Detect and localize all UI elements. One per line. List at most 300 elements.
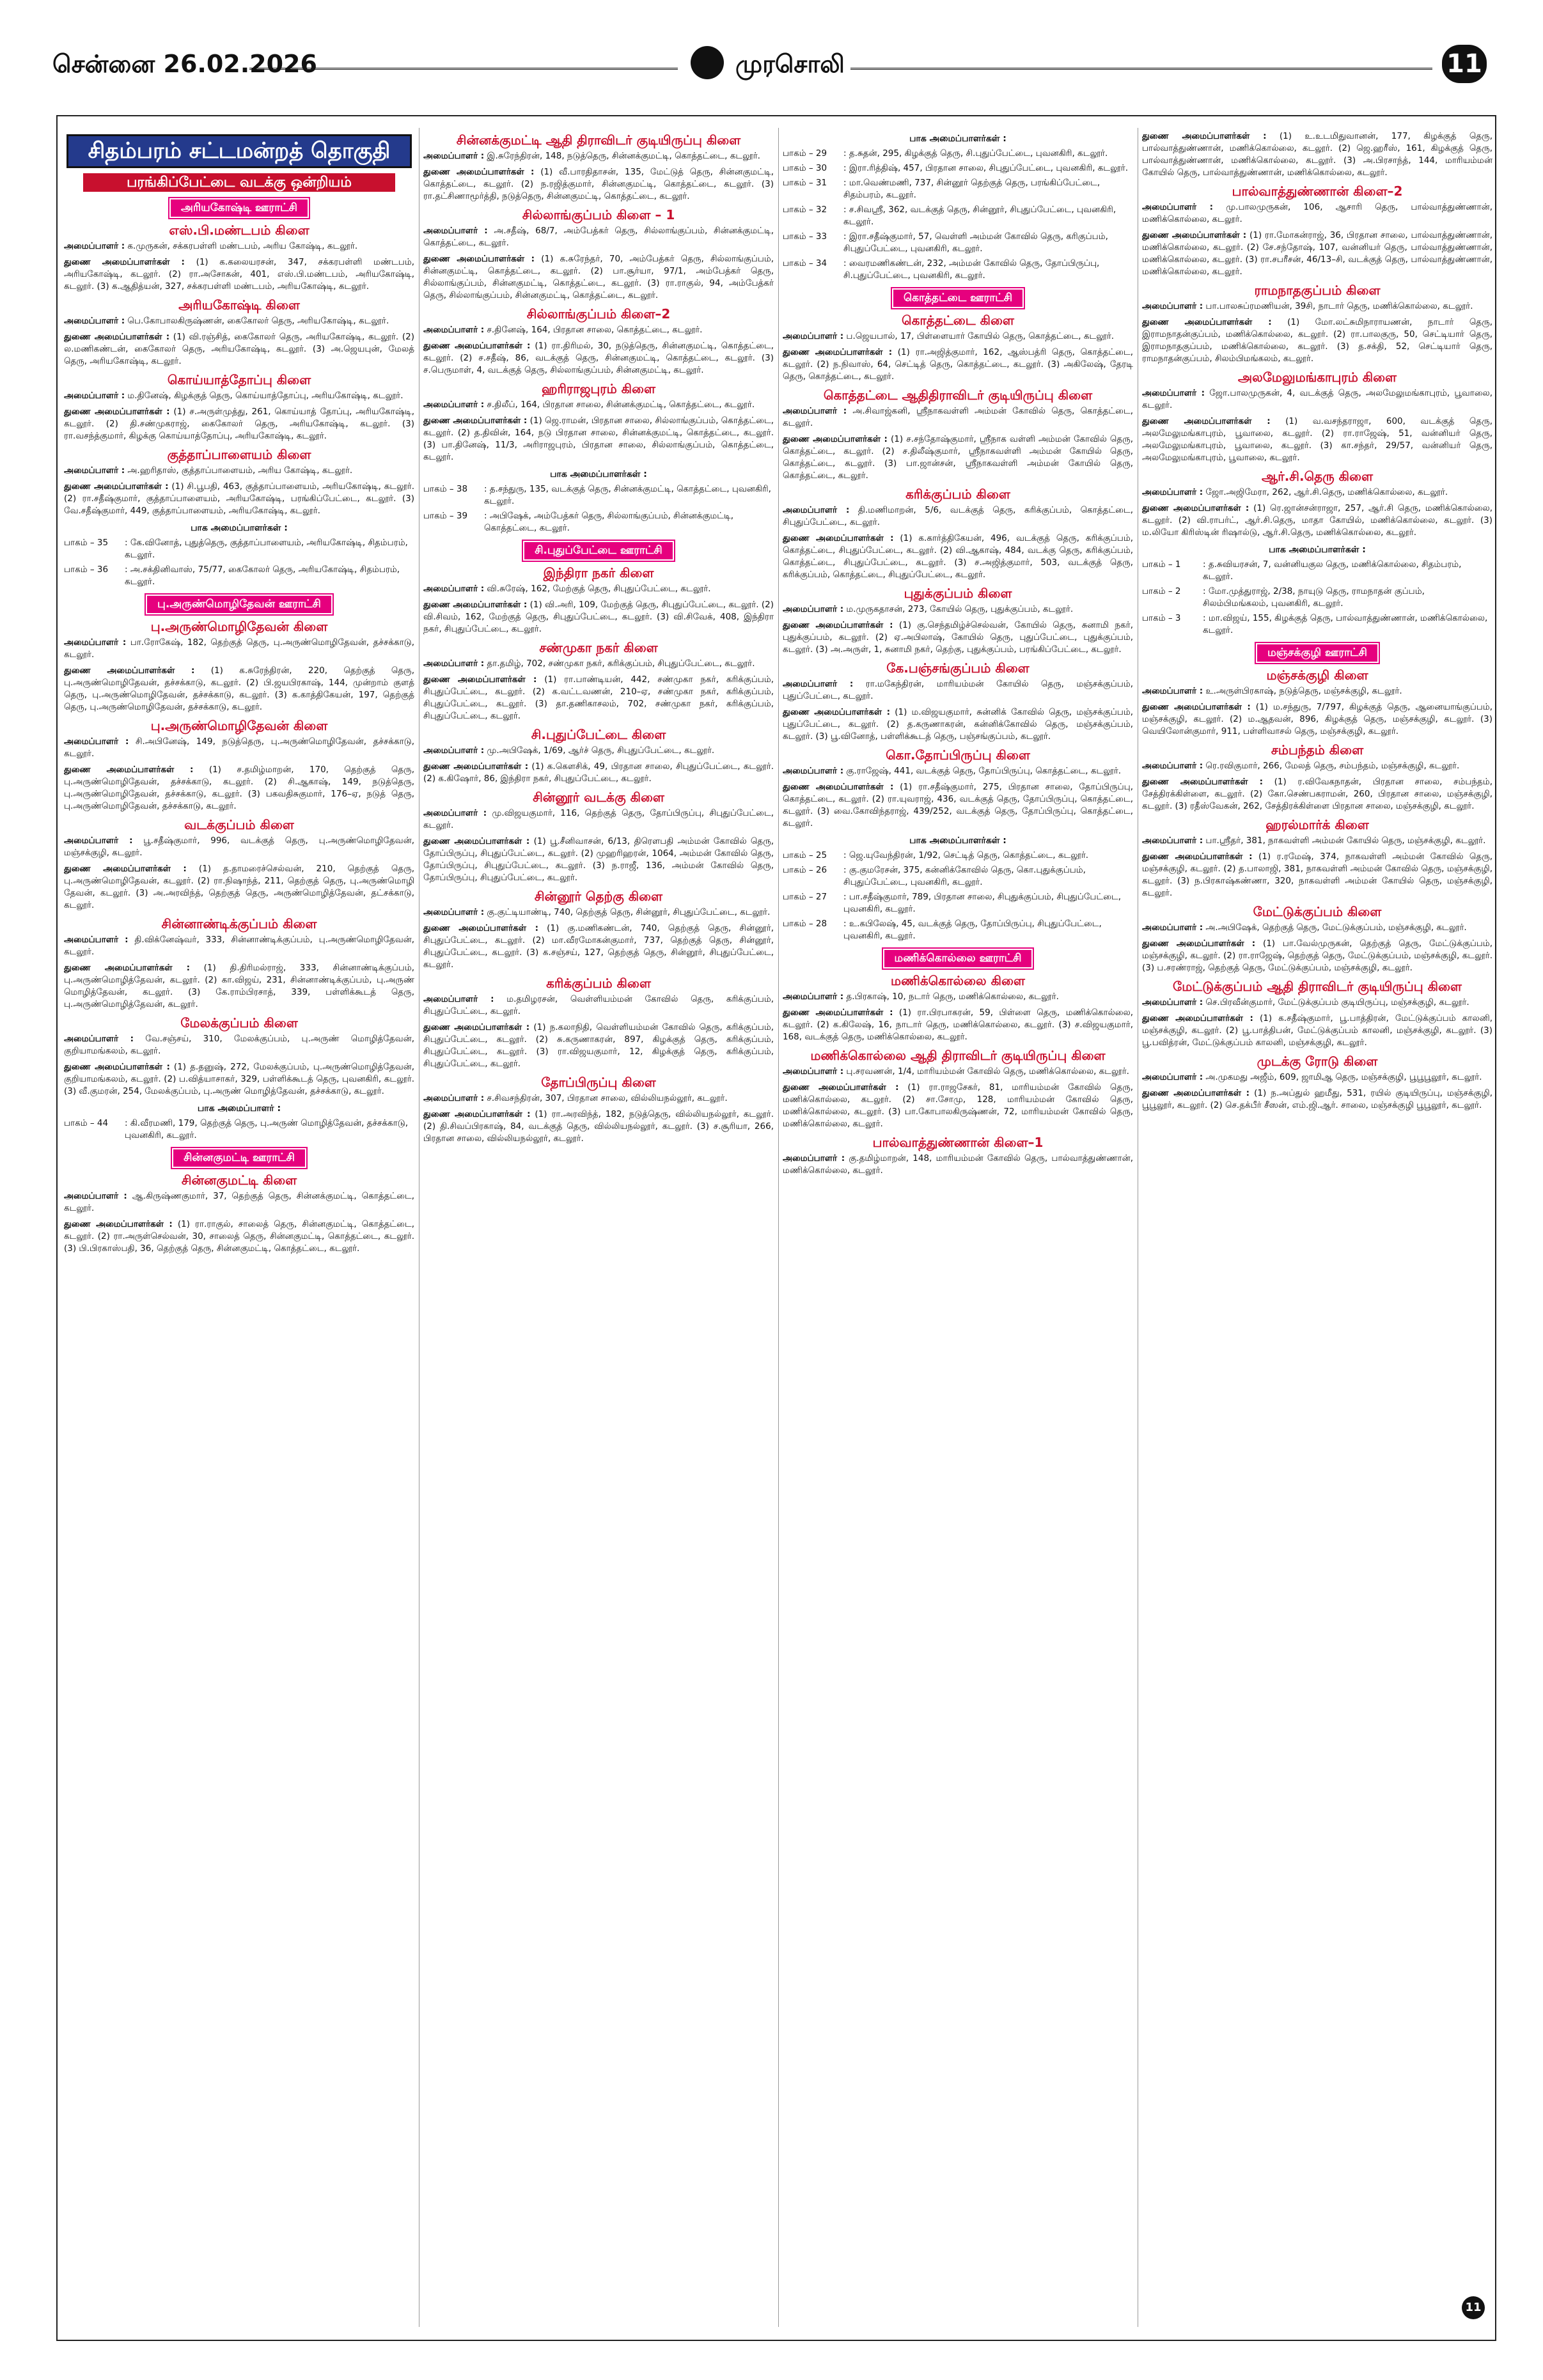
entry-text: (1) வி.அரி, 109, மேற்குத் தெரு, சிபுதுப்பேட்டை, கடலூர். (2) வி.சிவம், 162, மேற்குத் தெரு, சிபுதுப்பேட்டை, கடலூர். (3) வி.சிவேக், 408, இந்திரா நகர், சிபுதுப்பேட்டை, கடலூர். [423, 600, 774, 634]
member-entry [783, 1082, 1133, 1130]
entry-label: துணை அமைப்பாளர்கள் : [423, 1022, 530, 1032]
branch-heading: கொத்தட்டை கிளை [902, 313, 1014, 328]
booth-row [783, 258, 1133, 282]
entry-label: துணை அமைப்பாளர்கள் : [423, 341, 531, 351]
entry-text: ம.முருகதாசன், 273, கோயில் தெரு, புதுக்குப்பம், கடலூர். [843, 604, 1074, 614]
booth-text: : பா.சதீஷ்குமார், 789, பிரதான சாலை, சிபுதுக்குப்பம், சிபுதுப்பேட்டை, புவனகிரி, கடலூர். [843, 892, 1122, 914]
entry-label: துணை அமைப்பாளர்கள் : [1142, 702, 1251, 712]
booth-number: பாகம் – 38 [423, 484, 468, 494]
member-entry [423, 906, 774, 919]
entry-text: செ.பிரவீன்குமார், மேட்டுக்குப்பம் குடியிருப்பு, மஞ்சக்குழி, கடலூர். [1203, 997, 1469, 1007]
panchayat-heading: சின்னகுமட்டி ஊராட்சி [172, 1148, 306, 1168]
entry-text: (1) ர.ரமேஷ், 374, நாகவள்ளி அம்மன் கோவில் தெரு, மஞ்சக்குழி, கடலூர். (2) த.பாலாஜி, 381, நாகவள்ளி அம்மன் கோவில் தெரு, மஞ்சக்குழி, கடலூர். (3) ந.பிரகாஷ்கண்ணா, 320, நாகவள்ளி அம்மன் கோயில் தெரு, மஞ்சக்குழி, கடலூர். [1142, 852, 1492, 898]
member-entry [423, 253, 774, 302]
booth-text: : உ.கபிலேஷ், 45, வடக்குத் தெரு, தோப்பிருப்பு, சிபுதுப்பேட்டை, புவனகிரி, கடலூர். [843, 919, 1102, 941]
member-entry [64, 331, 414, 368]
branch-heading: இந்திரா நகர் கிளை [543, 565, 654, 580]
entry-text: (1) சி.பூபதி, 463, குத்தாப்பாளையம், அரியகோஷ்டி, கடலூர். (2) ரா.சதீஷ்குமார், குத்தாப்பாளையம், அரியகோஷ்டி, பரங்கிப்பேட்டை, கடலூர். (3) வே.சதீஷ்குமார், 449, குத்தாப்பாளையம், அரியகோஷ்டி, கடலூர். [64, 481, 414, 516]
member-entry [64, 934, 414, 958]
entry-text: ம.தமிழரசன், வெள்ளியம்மன் கோவில் தெரு, கரிக்குப்பம், சிபுதுப்பேட்டை, கடலூர். [423, 994, 774, 1016]
entry-text: மு.அபிஷேக், 1/69, ஆர்ச் தெரு, சிபுதுப்பேட்டை, கடலூர். [484, 745, 715, 756]
branch-heading: சின்னகுமட்டி கிளை [181, 1172, 297, 1188]
member-entry [1142, 760, 1492, 772]
member-entry [1142, 1071, 1492, 1084]
member-entry [423, 340, 774, 377]
member-entry [1142, 486, 1492, 499]
member-entry [64, 835, 414, 859]
entry-label: அமைப்பாளர் : [1142, 1072, 1203, 1082]
entry-label: துணை அமைப்பாளர்கள் : [64, 481, 169, 492]
member-entry [783, 1066, 1133, 1078]
branch-heading: ஆர்.சி.தெரு கிளை [1261, 469, 1374, 484]
entry-label: துணை அமைப்பாளர்கள் : [64, 1219, 173, 1229]
member-entry [783, 405, 1133, 430]
entry-label: அமைப்பாளர் : [64, 1034, 134, 1044]
entry-label: துணை அமைப்பாளர்கள் : [783, 707, 891, 717]
entry-label: அமைப்பாளர் : [64, 1191, 127, 1201]
entry-label: துணை அமைப்பாளர்கள் : [423, 836, 530, 846]
entry-label: அமைப்பாளர் : [423, 584, 485, 594]
member-entry [783, 1153, 1133, 1177]
entry-label: துணை அமைப்பாளர்கள் : [1142, 131, 1267, 141]
panchayat-heading: மஞ்சக்குழி ஊராட்சி [1256, 643, 1379, 663]
entry-label: அமைப்பாளர் : [64, 391, 125, 401]
booth-row [783, 231, 1133, 255]
member-entry [64, 240, 414, 253]
entry-label: அமைப்பாளர் : [783, 1066, 844, 1077]
member-entry [64, 764, 414, 813]
entry-label: அமைப்பாளர் : [423, 226, 488, 236]
entry-text: அ.சிவாஜ்கனி, ஸ்ரீநாகவள்ளி அம்மன் கோவில் தெரு, கொத்தட்டை, கடலூர். [783, 406, 1133, 428]
entry-text: ச.தினேஷ், 164, பிரதான சாலை, கொத்தட்டை, கடலூர். [484, 325, 703, 335]
entry-label: அமைப்பாளர் : [783, 604, 844, 614]
entry-text: பெ.கோபாலகிருஷ்ணன், கைகோலர் தெரு, அரியகோஷ்டி, கடலூர். [125, 316, 389, 326]
entry-text: சி.அபினேஷ், 149, நடுத்தெரு, பு.அருண்மொழிதேவன், தச்சக்காடு, கடலூர். [64, 736, 414, 759]
entry-label: அமைப்பாளர் : [423, 745, 485, 756]
entry-label: துணை அமைப்பாளர்கள் : [1142, 416, 1271, 426]
entry-text: (1) ச.அருள்முத்து, 261, கொய்யாத் தோப்பு, அரியகோஷ்டி, கடலூர். (2) தி.சண்முகராஜ், கைகோலர் தெரு, அரியகோஷ்டி, கடலூர். (3) ரா.வசந்த்குமார், கிழக்கு கொய்யாத்தோப்பு, அரியகோஷ்டி, கடலூர். [64, 407, 414, 441]
entry-label: அமைப்பாளர் : [1142, 761, 1203, 771]
entry-text: தி.விக்னேஷ்வர், 333, சின்னாண்டிக்குப்பம், பு.அருண்மொழிதேவன், கடலூர். [64, 935, 414, 957]
entry-text: அ.முகமது அஜீம், 609, ஜாமிஆ தெரு, மஞ்சக்குழி, பூபூபூலூர், கடலூர். [1203, 1072, 1482, 1082]
entry-label: அமைப்பாளர் : [64, 836, 133, 846]
entry-text: ஆ.கிருஷ்ணகுமார், 37, தெற்குத் தெரு, சின்னக்குமட்டி, கொத்தட்டை, கடலூர். [64, 1191, 414, 1213]
branch-heading: சி.புதுப்பேட்டை கிளை [531, 727, 666, 742]
entry-text: (1) கு.மணிகண்டன், 740, தெற்குத் தெரு, சின்னூர், சிபுதுப்பேட்டை, கடலூர். (2) மா.வீரமோகன்குமார், 737, தெற்குத் தெரு, சின்னூர், சிபுதுப்பேட்டை, கடலூர். (3) க.சஞ்சய், 127, தெற்குத் தெரு, சின்னூர், சிபுதுப்பேட்டை, கடலூர். [423, 923, 774, 970]
branch-heading: அலமேலுமங்காபுரம் கிளை [1237, 369, 1397, 385]
entry-label: துணை அமைப்பாளர்கள் : [1142, 938, 1256, 949]
entry-text: (1) ந.கலாநிதி, வெள்ளியம்மன் கோவில் தெரு, கரிக்குப்பம், சிபுதுப்பேட்டை, கடலூர். (2) சு.கருணாகரன், 897, கிழக்குத் தெரு, கரிக்குப்பம், சிபுதுப்பேட்டை, கடலூர். (3) ரா.விஜயகுமார், 12, கிழக்குத் தெரு, கரிக்குப்பம், சிபுதுப்பேட்டை, கடலூர். [423, 1022, 774, 1069]
member-entry [423, 415, 774, 463]
footer-page-number: 11 [1462, 2296, 1485, 2319]
entry-label: துணை அமைப்பாளர்கள் : [1142, 1013, 1253, 1023]
entry-label: துணை அமைப்பாளர்கள் : [423, 167, 535, 177]
member-entry [783, 346, 1133, 383]
entry-label: துணை அமைப்பாளர்கள் : [423, 923, 538, 933]
branch-heading: சில்லாங்குப்பம் கிளை–2 [526, 306, 671, 322]
member-entry [64, 962, 414, 1011]
entry-text: (1) பா.வேல்முருகன், தெற்குத் தெரு, மேட்டுக்குப்பம், மஞ்சக்குழி, கடலூர். (2) ரா.ராஜேஷ், தெற்குத் தெரு, மேட்டுக்குப்பம், மஞ்சக்குழி, கடலூர். (3) ப.சரண்ராஜ், தெற்குத் தெரு, மேட்டுக்குப்பம், மஞ்சக்குழி, கடலூர். [1142, 938, 1492, 973]
booth-number: பாகம் – 39 [423, 511, 468, 521]
entry-label: துணை அமைப்பாளர்கள் : [423, 674, 537, 685]
header-rule-right [850, 68, 1432, 70]
entry-label: துணை அமைப்பாளர்கள் : [783, 1007, 893, 1018]
member-entry [783, 1007, 1133, 1043]
member-entry [64, 665, 414, 713]
entry-text: கு.குட்டியாண்டி, 740, தெற்குத் தெரு, சின்னூர், சிபுதுப்பேட்டை, கடலூர். [484, 907, 771, 917]
entry-label: அமைப்பாளர் : [64, 241, 125, 251]
entry-label: துணை அமைப்பாளர்கள் : [64, 407, 170, 417]
entry-label: துணை அமைப்பாளர்கள் : [64, 1062, 170, 1072]
entry-label: அமைப்பாளர் : [783, 406, 847, 416]
entry-text: பா.ரோகேஷ், 182, தெற்குத் தெரு, பு.அருண்மொழிதேவன், தச்சக்காடு, கடலூர். [64, 637, 414, 660]
entry-text: கு.தமிழ்மாறன், 148, மாரியம்மன் கோவில் தெரு, பால்வாத்துண்ணான், மணிக்கொல்லை, கடலூர். [783, 1153, 1133, 1176]
booth-row [1142, 612, 1492, 637]
member-entry [1142, 387, 1492, 412]
entry-label: அமைப்பாளர் : [1142, 686, 1203, 696]
entry-text: (1) ரா.மோகன்ராஜ், 36, பிரதான சாலை, பால்வாத்துண்ணான், மணிக்கொல்லை, கடலூர். (2) சே.சந்தோஷ், 107, வன்னியர் தெரு, பால்வாத்துண்ணான், மணிக்கொல்லை, கடலூர். (3) ரா.சபரீசன், 46/13–சி, வடக்குத் தெரு, பால்வாத்துண்ணான், மணிக்கொல்லை, கடலூர். [1142, 230, 1492, 277]
entry-label: துணை அமைப்பாளர்கள் : [783, 620, 893, 630]
entry-label: துணை அமைப்பாளர்கள் : [1142, 777, 1263, 787]
entry-text: ச.சிவசந்திரன், 307, பிரதான சாலை, வில்லியநல்லூர், கடலூர். [484, 1093, 728, 1103]
booth-number: பாகம் – 1 [1142, 559, 1181, 570]
entry-text: ம.தினேஷ், கிழக்குத் தெரு, கொய்யாத்தோப்பு, அரியகோஷ்டி, கடலூர். [125, 391, 403, 401]
entry-label: அமைப்பாளர் : [1142, 487, 1203, 497]
branch-heading: சம்பந்தம் கிளை [1271, 742, 1364, 758]
member-entry [423, 761, 774, 785]
entry-text: ஜோ.பாலமுருகன், 4, வடக்குத் தெரு, அலமேலுமங்காபுரம், பூவாலை, கடலூர். [1142, 388, 1492, 410]
entry-label: துணை அமைப்பாளர்கள் : [423, 1109, 531, 1119]
entry-text: அ.ஹரிதாஸ், குத்தாப்பாளையம், அரிய கோஷ்டி, கடலூர். [125, 465, 353, 476]
entry-text: (1) ந.அப்துல் ஹமீது, 531, ரயில் குடியிருப்பு, மஞ்சக்குழி, பூபூலூர், கடலூர். (2) செ.தக்பீர் சீஸன், எம்.ஜி.ஆர். சாலை, மஞ்சக்குழி பூபூலூர், கடலூர். [1142, 1088, 1492, 1110]
member-entry [783, 706, 1133, 743]
entry-text: (1) ம.சந்துரு, 7/797, கிழக்குத் தெரு, ஆனையாங்குப்பம், மஞ்சக்குழி, கடலூர். (2) ம.ஆதவன், 896, கிழக்குத் தெரு, மஞ்சக்குழி, கடலூர். (3) வெயிலோன்குமார், 911, பள்ளிவாசல் தெரு, மஞ்சக்குழி, கடலூர். [1142, 702, 1492, 736]
entry-label: அமைப்பாளர் : [783, 679, 854, 689]
entry-text: ச.திலீப், 164, பிரதான சாலை, சின்னக்குமட்டி, கொத்தட்டை, கடலூர். [484, 400, 755, 410]
entry-label: அமைப்பாளர் : [423, 658, 485, 669]
union-heading: பரங்கிப்பேட்டை வடக்கு ஒன்றியம் [83, 173, 395, 192]
member-entry [64, 1061, 414, 1098]
booth-number: பாகம் – 2 [1142, 586, 1181, 596]
column-divider [778, 128, 779, 2327]
entry-label: துணை அமைப்பாளர்கள் : [64, 963, 190, 973]
entry-text: தா.தமிழ், 702, சண்முகா நகர், கரிக்குப்பம், சிபுதுப்பேட்டை, கடலூர். [484, 658, 755, 669]
masthead [38, 45, 1509, 96]
member-entry [783, 433, 1133, 482]
booth-row [783, 918, 1133, 942]
member-entry [423, 807, 774, 832]
entry-label: துணை அமைப்பாளர்கள் : [783, 1082, 899, 1093]
member-entry [64, 1033, 414, 1057]
paper-logo-icon [691, 46, 724, 79]
member-entry [1142, 997, 1492, 1009]
entry-label: அமைப்பாளர் : [64, 465, 125, 476]
booth-row [783, 162, 1133, 175]
booth-row [783, 204, 1133, 228]
entry-text: (1) க.சுரேந்தர், 70, அம்பேத்கர் தெரு, சில்லாங்குப்பம், சின்னகுமட்டி, கொத்தட்டை, கடலூர். (2) பா.சூர்யா, 97/1, அம்பேத்கர் தெரு, சில்லாங்குப்பம், சின்னகுமட்டி, கொத்தட்டை, கடலூர். (3) ரா.ராகுல், 94, அம்பேத்கர் தெரு, சில்லாங்குப்பம், சின்னகுமட்டி, கொத்தட்டை, கடலூர். [423, 254, 774, 300]
member-entry [423, 674, 774, 722]
entry-text: (1) ரா.அஜித்குமார், 162, ஆஸ்பத்ரி தெரு, கொத்தட்டை, கடலூர். (2) ந.நிவாஸ், 64, செட்டித் தெரு, கொத்தட்டை, கடலூர். (3) அகிலேஷ், தேரடி தெரு, கொத்தட்டை, கடலூர். [783, 347, 1133, 382]
booth-text: : த.சந்துரு, 135, வடக்குத் தெரு, சின்னக்குமட்டி, கொத்தட்டை, புவனகிரி, கடலூர். [484, 484, 771, 506]
member-entry [783, 533, 1133, 581]
member-entry [64, 406, 414, 442]
branch-heading: பு.அருண்மொழிதேவன் கிளை [150, 619, 328, 634]
booth-number: பாகம் – 28 [783, 919, 827, 929]
branch-heading: சண்முகா நகர் கிளை [539, 640, 658, 655]
member-entry [423, 399, 774, 411]
member-entry [1142, 316, 1492, 365]
entry-text: அ.சதீஷ், 68/7, அம்பேத்கர் தெரு, சில்லாங்குப்பம், சின்னக்குமட்டி, கொத்தட்டை, கடலூர். [423, 226, 774, 248]
member-entry [1142, 851, 1492, 899]
entry-label: அமைப்பாளர் : [423, 400, 485, 410]
entry-text: ப.ஜெயபால், 17, பிள்ளையார் கோயில் தெரு, கொத்தட்டை, கடலூர். [843, 331, 1115, 341]
member-entry [64, 1190, 414, 1215]
page-number-badge: 11 [1442, 45, 1487, 83]
member-entry [1142, 701, 1492, 738]
booth-text: : வைரமணிகண்டன், 232, அம்மன் கோவில் தெரு, தோப்பிருப்பு, சி.புதுப்பேட்டை, புவனகிரி, கடலூர். [843, 258, 1100, 281]
branch-heading: கொய்யாத்தோப்பு கிளை [167, 372, 311, 387]
branch-heading: குத்தாப்பாளையம் கிளை [167, 447, 311, 462]
entry-label: அமைப்பாளர் : [1142, 922, 1203, 933]
entry-text: (1) ரா.பாண்டியன், 442, சண்முகா நகர், கரிக்குப்பம், சிபுதுப்பேட்டை, கடலூர். (2) க.வட்டவணன், 210–ஏ, சண்முகா நகர், கரிக்குப்பம், சிபுதுப்பேட்டை, கடலூர். (3) தா.தணிகாசலம், 702, சண்முகா நகர், கரிக்குப்பம், சிபுதுப்பேட்டை, கடலூர். [423, 674, 774, 721]
member-entry [1142, 1087, 1492, 1112]
entry-text: பா.ஸ்ரீதர், 381, நாகவள்ளி அம்மன் கோயில் தெரு, மஞ்சக்குழி, கடலூர். [1203, 836, 1486, 846]
branch-heading: கொத்தட்டை ஆதிதிராவிடர் குடியிருப்பு கிளை [823, 387, 1093, 403]
booth-row [64, 1117, 414, 1142]
member-entry [423, 166, 774, 203]
branch-heading: ஹரிராஜபுரம் கிளை [542, 381, 655, 396]
entry-text: (1) ரெ.ஜான்சன்ராஜா, 257, ஆர்.சி தெரு, மணிக்கொல்லை, கடலூர். (2) வி.ராபர்ட், ஆர்.சி.தெரு, மாதா கோயில், மணிக்கொல்லை, கடலூர். (3) ம.லியோ கிரிஸ்டின் ரிஷால்டு, ஆர்.சி.தெரு, மணிக்கொல்லை, கடலூர். [1142, 503, 1492, 538]
booth-row [64, 564, 414, 588]
branch-heading: மஞ்சக்குழி கிளை [1266, 667, 1368, 683]
entry-label: அமைப்பாளர் : [1142, 836, 1203, 846]
entry-label: அமைப்பாளர் : [423, 994, 494, 1004]
booth-text: : மா.விஜய், 155, கிழக்குத் தெரு, பால்வாத்துண்ணான், மணிக்கொல்லை, கடலூர். [1203, 613, 1488, 635]
booth-row [783, 148, 1133, 160]
entry-label: அமைப்பாளர் : [423, 151, 485, 161]
entry-text: வி.சுரேஷ், 162, மேற்குத் தெரு, சிபுதுப்பேட்டை, கடலூர். [484, 584, 711, 594]
branch-heading: பு.அருண்மொழிதேவன் கிளை [150, 718, 328, 733]
member-entry [423, 324, 774, 336]
entry-label: துணை அமைப்பாளர்கள் : [64, 765, 194, 775]
booth-number: பாகம் – 26 [783, 865, 827, 875]
entry-text: மு.பாலமுருகன், 106, ஆசாரி தெரு, பால்வாத்துண்ணான், மணிக்கொல்லை, கடலூர். [1142, 202, 1492, 224]
entry-text: (1) ச.தமிழ்மாறன், 170, தெற்குத் தெரு, பு.அருண்மொழிதேவன், தச்சக்காடு, கடலூர். (2) சி.ஆகாஷ், 149, நடுத்தெரு, பு.அருண்மொழிதேவன், தச்சக்காடு, கடலூர். (3) பகவதிசுகுமார், 176–ஏ, நடுத் தெரு, பு.அருண்மொழிதேவன், தச்சக்காடு, கடலூர். [64, 765, 414, 811]
entry-text: (1) க.கௌசிக், 49, பிரதான சாலை, சிபுதுப்பேட்டை, கடலூர். (2) க.கிஷோர், 86, இந்திரா நகர், சிபுதுப்பேட்டை, கடலூர். [423, 761, 774, 784]
booth-heading: பாக அமைப்பாளர்கள் : [1269, 545, 1366, 555]
booth-number: பாகம் – 35 [64, 538, 109, 548]
booth-heading: பாக அமைப்பாளர்கள் : [909, 134, 1006, 144]
member-entry [423, 836, 774, 884]
member-entry [423, 993, 774, 1018]
booth-row [783, 891, 1133, 915]
member-entry [423, 1093, 774, 1105]
member-entry [64, 315, 414, 327]
entry-text: பா.பாலசுப்ரமணியன், 39சி, நாடார் தெரு, மணிக்கொல்லை, கடலூர். [1203, 301, 1473, 311]
branch-heading: வடக்குப்பம் கிளை [184, 817, 294, 832]
booth-text: : இரா.ரித்திஷ், 457, பிரதான சாலை, சிபுதுப்பேட்டை, புவனகிரி, கடலூர். [843, 163, 1129, 173]
entry-text: (1) கு.செந்தமிழ்ச்செல்வன், கோயில் தெரு, சுனாமி நகர், புதுக்குப்பம், கடலூர். (2) ஏ.அபிலாஷ், கோயில் தெரு, புதுப்பேட்டை, புதுக்குப்பம், கடலூர். (3) அ.அருள், 1, சுனாமி நகர், தெற்கு, புதுக்குப்பம், பரங்கிப்பேட்டை, கடலூர். [783, 620, 1133, 655]
entry-text: (1) த.தனுஷ், 272, மேலக்குப்பம், பு.அருண்மொழித்தேவன், குறியாமங்கலம், கடலூர். (2) ப.வித்யாசாகர், 329, பள்ளிக்கூடத் தெரு, புவனகிரி, கடலூர். (3) வீ.குமரன், 254, மேலக்குப்பம், பு.அருண் மொழித்தேவன், தச்சக்காடு, கடலூர். [64, 1062, 414, 1096]
branch-heading: மணிக்கொல்லை ஆதி திராவிடர் குடியிருப்பு கிளை [810, 1048, 1106, 1063]
branch-heading: முடக்கு ரோடு கிளை [1257, 1054, 1378, 1069]
entry-text: (1) க.சதீஷ்குமார், பூ.பாத்திரன், மேட்டுக்குப்பம் காலனி, மஞ்சக்குழி, கடலூர். (2) பூ.பாத்திபன், மேட்டுக்குப்பம் காலனி, மஞ்சக்குழி, கடலூர். (3) பூ.பவித்ரன், மேட்டுக்குப்பம் காலனி, மஞ்சக்குழி, கடலூர். [1142, 1013, 1492, 1048]
entry-label: அமைப்பாளர் : [423, 907, 485, 917]
entry-text: க.முருகன், சக்கரபள்ளி மண்டபம், அரிய கோஷ்டி, கடலூர். [125, 241, 358, 251]
entry-text: த.பிரகாஷ், 10, நடார் தெரு, மணிக்கொல்லை, கடலூர். [843, 992, 1059, 1002]
panchayat-heading: பு.அருண்மொழிதேவன் ஊராட்சி [146, 595, 333, 614]
member-entry [783, 781, 1133, 830]
entry-label: அமைப்பாளர் : [423, 325, 485, 335]
booth-row [423, 510, 774, 534]
column-1 [64, 128, 414, 2327]
entry-label: அமைப்பாளர் : [64, 736, 129, 747]
member-entry [783, 619, 1133, 656]
entry-label: அமைப்பாளர் : [423, 1093, 485, 1103]
entry-text: கு.ராஜேஷ், 441, வடக்குத் தெரு, தோப்பிருப்பு, கொத்தட்டை, கடலூர். [843, 766, 1122, 776]
member-entry [783, 331, 1133, 343]
branch-heading: சின்னூர் வடக்கு கிளை [533, 789, 664, 805]
branch-heading: மேலக்குப்பம் கிளை [180, 1015, 298, 1031]
constituency-title: சிதம்பரம் சட்டமன்றத் தொகுதி [67, 134, 412, 168]
booth-text: : இரா.சதீஷ்குமார், 57, வெள்ளி அம்மன் கோவில் தெரு, கரிகுப்பம், சிபுதுப்பேட்டை, புவனகிரி, கடலூர். [843, 231, 1108, 254]
entry-label: துணை அமைப்பாளர்கள் : [1142, 317, 1272, 327]
booth-number: பாகம் – 27 [783, 892, 827, 902]
member-entry [783, 504, 1133, 529]
member-entry [783, 991, 1133, 1003]
entry-text: (1) மோ.லட்சுமிநாராயணன், நாடார் தெரு, இராமநாதன்குப்பம், மணிக்கொல்லை, கடலூர். (2) ரா.பாலகுரு, 50, செட்டியார் தெரு, இராமநாதகுப்பம், மணிக்கொல்லை, கடலூர். (3) த.சக்தி, 52, செட்டியார் தெரு, ராமநாதன்குப்பம், சிலம்பிமங்கலம், கடலூர். [1142, 317, 1492, 364]
branch-heading: கரிக்குப்பம் கிளை [546, 976, 651, 991]
entry-text: மு.விஜயகுமார், 116, தெற்குத் தெரு, தோப்பிருப்பு, சிபுதுப்பேட்டை, கடலூர். [423, 808, 774, 830]
branch-heading: சின்னாண்டிக்குப்பம் கிளை [161, 916, 317, 931]
member-entry [783, 765, 1133, 777]
entry-text: (1) க.சுரேந்திரன், 220, தெற்குத் தெரு, பு.அருண்மொழிதேவன், தச்சக்காடு, கடலூர். (2) பி.ஜயபிரகாஷ், 144, முன்றாம் குளத் தெரு, பு.அருண்மொழிதேவன், தச்சக்காடு, கடலூர். (3) க.காத்திகேயன், 197, தெற்குத் தெரு, பு.அருண்மொழிதேவன், தச்சக்காடு, கடலூர். [64, 665, 414, 712]
entry-label: துணை அமைப்பாளர்கள் : [64, 332, 170, 342]
column-3 [783, 128, 1133, 2327]
entry-label: துணை அமைப்பாளர்கள் : [783, 434, 888, 444]
paper-name: முரசொலி [735, 50, 845, 78]
branch-heading: மேட்டுக்குப்பம் ஆதி திராவிடர் குடியிருப்பு கிளை [1173, 979, 1462, 994]
panchayat-heading: அரியகோஷ்டி ஊராட்சி [169, 198, 309, 218]
entry-label: துணை அமைப்பாளர்கள் : [1142, 230, 1247, 240]
branch-heading: மேட்டுக்குப்பம் கிளை [1253, 904, 1382, 919]
member-entry [1142, 130, 1492, 179]
entry-label: துணை அமைப்பாளர்கள் : [1142, 852, 1253, 862]
branch-heading: புதுக்குப்பம் கிளை [904, 586, 1012, 601]
member-entry [64, 256, 414, 293]
member-entry [423, 922, 774, 971]
entry-text: ரெ.ரவிகுமார், 266, மேலத் தெரு, சம்பந்தம், மஞ்சக்குழி, கடலூர். [1203, 761, 1460, 771]
member-entry [64, 637, 414, 661]
booth-number: பாகம் – 31 [783, 178, 827, 188]
entry-label: துணை அமைப்பாளர்கள் : [64, 257, 185, 267]
booth-text: : கி.வீரமணி, 179, தெற்குத் தெரு, பு.அருண் மொழித்தேவன், தச்சக்காடு, புவனகிரி, கடலூர். [125, 1118, 409, 1140]
booth-number: பாகம் – 30 [783, 163, 827, 173]
booth-heading: பாக அமைப்பாளர்கள் : [909, 836, 1006, 846]
entry-label: துணை அமைப்பாளர்கள் : [64, 864, 187, 874]
entry-label: அமைப்பாளர் : [1142, 301, 1203, 311]
member-entry [1142, 776, 1492, 813]
booth-text: : கு.குமரேசன், 375, கன்னிக்கோவில் தெரு, கொ.புதுக்குப்பம், சிபுதுப்பேட்டை, புவனகிரி, கடலூர். [843, 865, 1086, 887]
member-entry [1142, 835, 1492, 847]
entry-text: (1) ரா.சதீஷ்குமார், 275, பிரதான சாலை, தோப்பிருப்பு, கொத்தட்டை, கடலூர். (2) ரா.யுவராஜ், 436, வடக்குத் தெரு, தோப்பிருப்பு, கொத்தட்டை, கடலூர். (3) வை.கோவிந்தராஜ், 439/252, வடக்குத் தெரு, தோப்பிருப்பு, கொத்தட்டை, கடலூர். [783, 782, 1133, 828]
booth-text: : கே.வினோத், புதுத்தெரு, குத்தாப்பாளையம், அரியகோஷ்டி, சிதம்பரம், கடலூர். [125, 538, 408, 560]
entry-label: துணை அமைப்பாளர்கள் : [64, 665, 195, 676]
entry-text: (1) க.கலையரசன், 347, சக்கரபள்ளி மண்டபம், அரியகோஷ்டி, கடலூர். (2) ரா.அசோகன், 401, எஸ்.பி.மண்டபம், அரியகோஷ்டி, கடலூர். (3) க.ஆதித்யன், 327, சக்கரபள்ளி மண்டபம், அரியகோஷ்டி, கடலூர். [64, 257, 414, 292]
entry-label: துணை அமைப்பாளர்கள் : [423, 254, 535, 264]
member-entry [64, 1218, 414, 1255]
booth-number: பாகம் – 36 [64, 564, 109, 575]
entry-text: தி.மணிமாறன், 5/6, வடக்குத் தெரு, கரிக்குப்பம், கொத்தட்டை, சிபுதுப்பேட்டை, கடலூர். [783, 505, 1133, 527]
booth-text: : மோ.முத்துராஜ், 2/38, நாயுடு தெரு, ராமநாதன் குப்பம், சிலம்பிமங்கலம், புவனகிரி, கடலூர். [1203, 586, 1425, 609]
booth-number: பாகம் – 25 [783, 850, 827, 860]
booth-text: : மா.வெண்மணி, 737, சின்னூர் தெற்குத் தெரு, பரங்கிப்பேட்டை, சிதம்பரம், கடலூர். [843, 178, 1100, 200]
panchayat-heading: மணிக்கொல்லை ஊராட்சி [883, 949, 1033, 968]
member-entry [423, 1108, 774, 1145]
entry-text: (1) ம.விஜயகுமார், சுன்னிக் கோவில் தெரு, மஞ்சக்குப்பம், புதுப்பேட்டை, கடலூர். (2) த.கருணாகரன், கன்னிக்கோவில் தெரு, மஞ்சக்குப்பம், கடலூர். (3) பூ.வினோத், பள்ளிக்கூடத் தெரு, பஞ்சங்குப்பம், கடலூர். [783, 707, 1133, 742]
booth-number: பாகம் – 32 [783, 205, 827, 215]
branch-heading: சில்லாங்குப்பம் கிளை – 1 [522, 207, 675, 222]
branch-heading: எஸ்.பி.மண்டபம் கிளை [169, 222, 309, 238]
member-entry [783, 603, 1133, 616]
entry-text: வே.சஞ்சய், 310, மேலக்குப்பம், பு.அருண் மொழித்தேவன், குறியாமங்கலம், கடலூர். [64, 1034, 414, 1056]
member-entry [1142, 229, 1492, 278]
booth-row [1142, 559, 1492, 583]
branch-heading: பால்வாத்துண்ணான் கிளை–2 [1232, 183, 1403, 199]
entry-text: பூ.சதீஷ்குமார், 996, வடக்குத் தெரு, பு.அருண்மொழிதேவன், மஞ்சக்குழி, கடலூர். [64, 836, 414, 858]
member-entry [64, 863, 414, 912]
entry-label: துணை அமைப்பாளர்கள் : [783, 533, 894, 543]
entry-text: (1) தி.திரிமல்ராஜ், 333, சின்னாண்டிக்குப்பம், பு.அருண்மொழித்தேவன், கடலூர். (2) கா.விஜய், 231, சின்னாண்டிக்குப்பம், பு.அருண் மொழித்தேவன், கடலூர். (3) கே.ராம்பிரசாத், 339, பள்ளிக்கூடத் தெரு, பு.அருண்மொழித்தேவன், கடலூர். [64, 963, 414, 1009]
booth-number: பாகம் – 34 [783, 258, 827, 268]
member-entry [423, 225, 774, 249]
entry-label: அமைப்பாளர் : [783, 1153, 845, 1163]
entry-label: துணை அமைப்பாளர்கள் : [423, 416, 528, 426]
booth-heading: பாக அமைப்பாளர்கள் : [191, 523, 288, 533]
entry-text: (1) ரா.ராஜசேகர், 81, மாரியம்மன் கோவில் தெரு, மணிக்கொல்லை, கடலூர். (2) சா.சோமு, 128, மாரியம்மன் கோவில் தெரு, மணிக்கொல்லை, கடலூர். (3) பா.கோபாலகிருஷ்ணன், 72, மாரியம்மன் கோவில் தெரு, மணிக்கொல்லை, கடலூர். [783, 1082, 1133, 1129]
member-entry [1142, 938, 1492, 974]
entry-label: அமைப்பாளர் : [783, 331, 844, 341]
entry-label: அமைப்பாளர் : [64, 935, 129, 945]
entry-label: அமைப்பாளர் : [1142, 388, 1205, 398]
member-entry [423, 150, 774, 162]
branch-heading: ராமநாதகுப்பம் கிளை [1254, 283, 1381, 298]
entry-label: துணை அமைப்பாளர்கள் : [783, 347, 893, 357]
entry-text: (1) ரா.திரிமல், 30, நடுத்தெரு, சின்னகுமட்டி, கொத்தட்டை, கடலூர். (2) ச.சதீஷ், 86, வடக்குத் தெரு, சின்னகுமட்டி, கொத்தட்டை, கடலூர். (3) ச.பெருமாள், 4, வடக்குத் தெரு, சில்லாங்குப்பம், சின்னகுமட்டி, கடலூர். [423, 341, 774, 375]
entry-text: (1) உ.உடமிதுவானன், 177, கிழக்குத் தெரு, பால்வாத்துண்ணான், மணிக்கொல்லை, கடலூர். (2) ஜெ.ஹரீஸ், 161, கிழக்குத் தெரு, பால்வாத்துண்ணான், மணிக்கொல்லை, கடலூர். (3) அ.பிரசாந்த், 144, மாரியம்மன் கோயில் தெரு, பால்வாத்துண்ணான், மணிக்கொல்லை, கடலூர். [1142, 131, 1492, 178]
panchayat-heading: சி.புதுப்பேட்டை ஊராட்சி [523, 541, 674, 561]
entry-label: அமைப்பாளர் : [1142, 202, 1213, 212]
branch-heading: கொ.தோப்பிருப்பு கிளை [886, 747, 1030, 763]
entry-text: இ.சுரேந்திரன், 148, நடுத்தெரு, சின்னக்குமட்டி, கொத்தட்டை, கடலூர். [484, 151, 760, 161]
branch-heading: மணிக்கொல்லை கிளை [891, 973, 1025, 988]
entry-label: அமைப்பாளர் : [64, 637, 127, 648]
column-2 [423, 128, 774, 2327]
entry-text: (1) த.தாமரைச்செல்வன், 210, தெற்குத் தெரு, பு.அருண்மொழிதேவன், கடலூர். (2) ரா.நிஷாந்த், 211, தெற்குத் தெரு, பு.அருண்மொழி தேவன், கடலூர். (3) அ.அரவிந்த், தெற்குத் தெரு, அருண்மொழித்தேவன், தட்சக்காடு, கடலூர். [64, 864, 414, 910]
booth-row [783, 850, 1133, 862]
entry-text: பு.சரவணன், 1/4, மாரியம்மன் கோவில் தெரு, மணிக்கொல்லை, கடலூர். [843, 1066, 1129, 1077]
member-entry [1142, 300, 1492, 313]
entry-label: அமைப்பாளர் : [423, 808, 487, 818]
member-entry [1142, 502, 1492, 539]
entry-label: துணை அமைப்பாளர்கள் : [1142, 503, 1249, 513]
member-entry [1142, 416, 1492, 464]
member-entry [1142, 201, 1492, 226]
branch-heading: கே.பஞ்சங்குப்பம் கிளை [886, 660, 1030, 676]
booth-row [783, 177, 1133, 201]
branch-heading: அரியகோஷ்டி கிளை [178, 297, 300, 313]
entry-text: (1) ர.விவேகநாதன், பிரதான சாலை, சம்பந்தம், சேத்திரக்கிள்ளை, கடலூர். (2) கோ.செண்பகராமன், 260, பிரதான சாலை, மஞ்சக்குழி, கடலூர். (3) ரதீஸ்வேகன், 262, சேத்திரக்கிள்ளை பிரதான சாலை, மஞ்சக்குழி, கடலூர். [1142, 777, 1492, 811]
